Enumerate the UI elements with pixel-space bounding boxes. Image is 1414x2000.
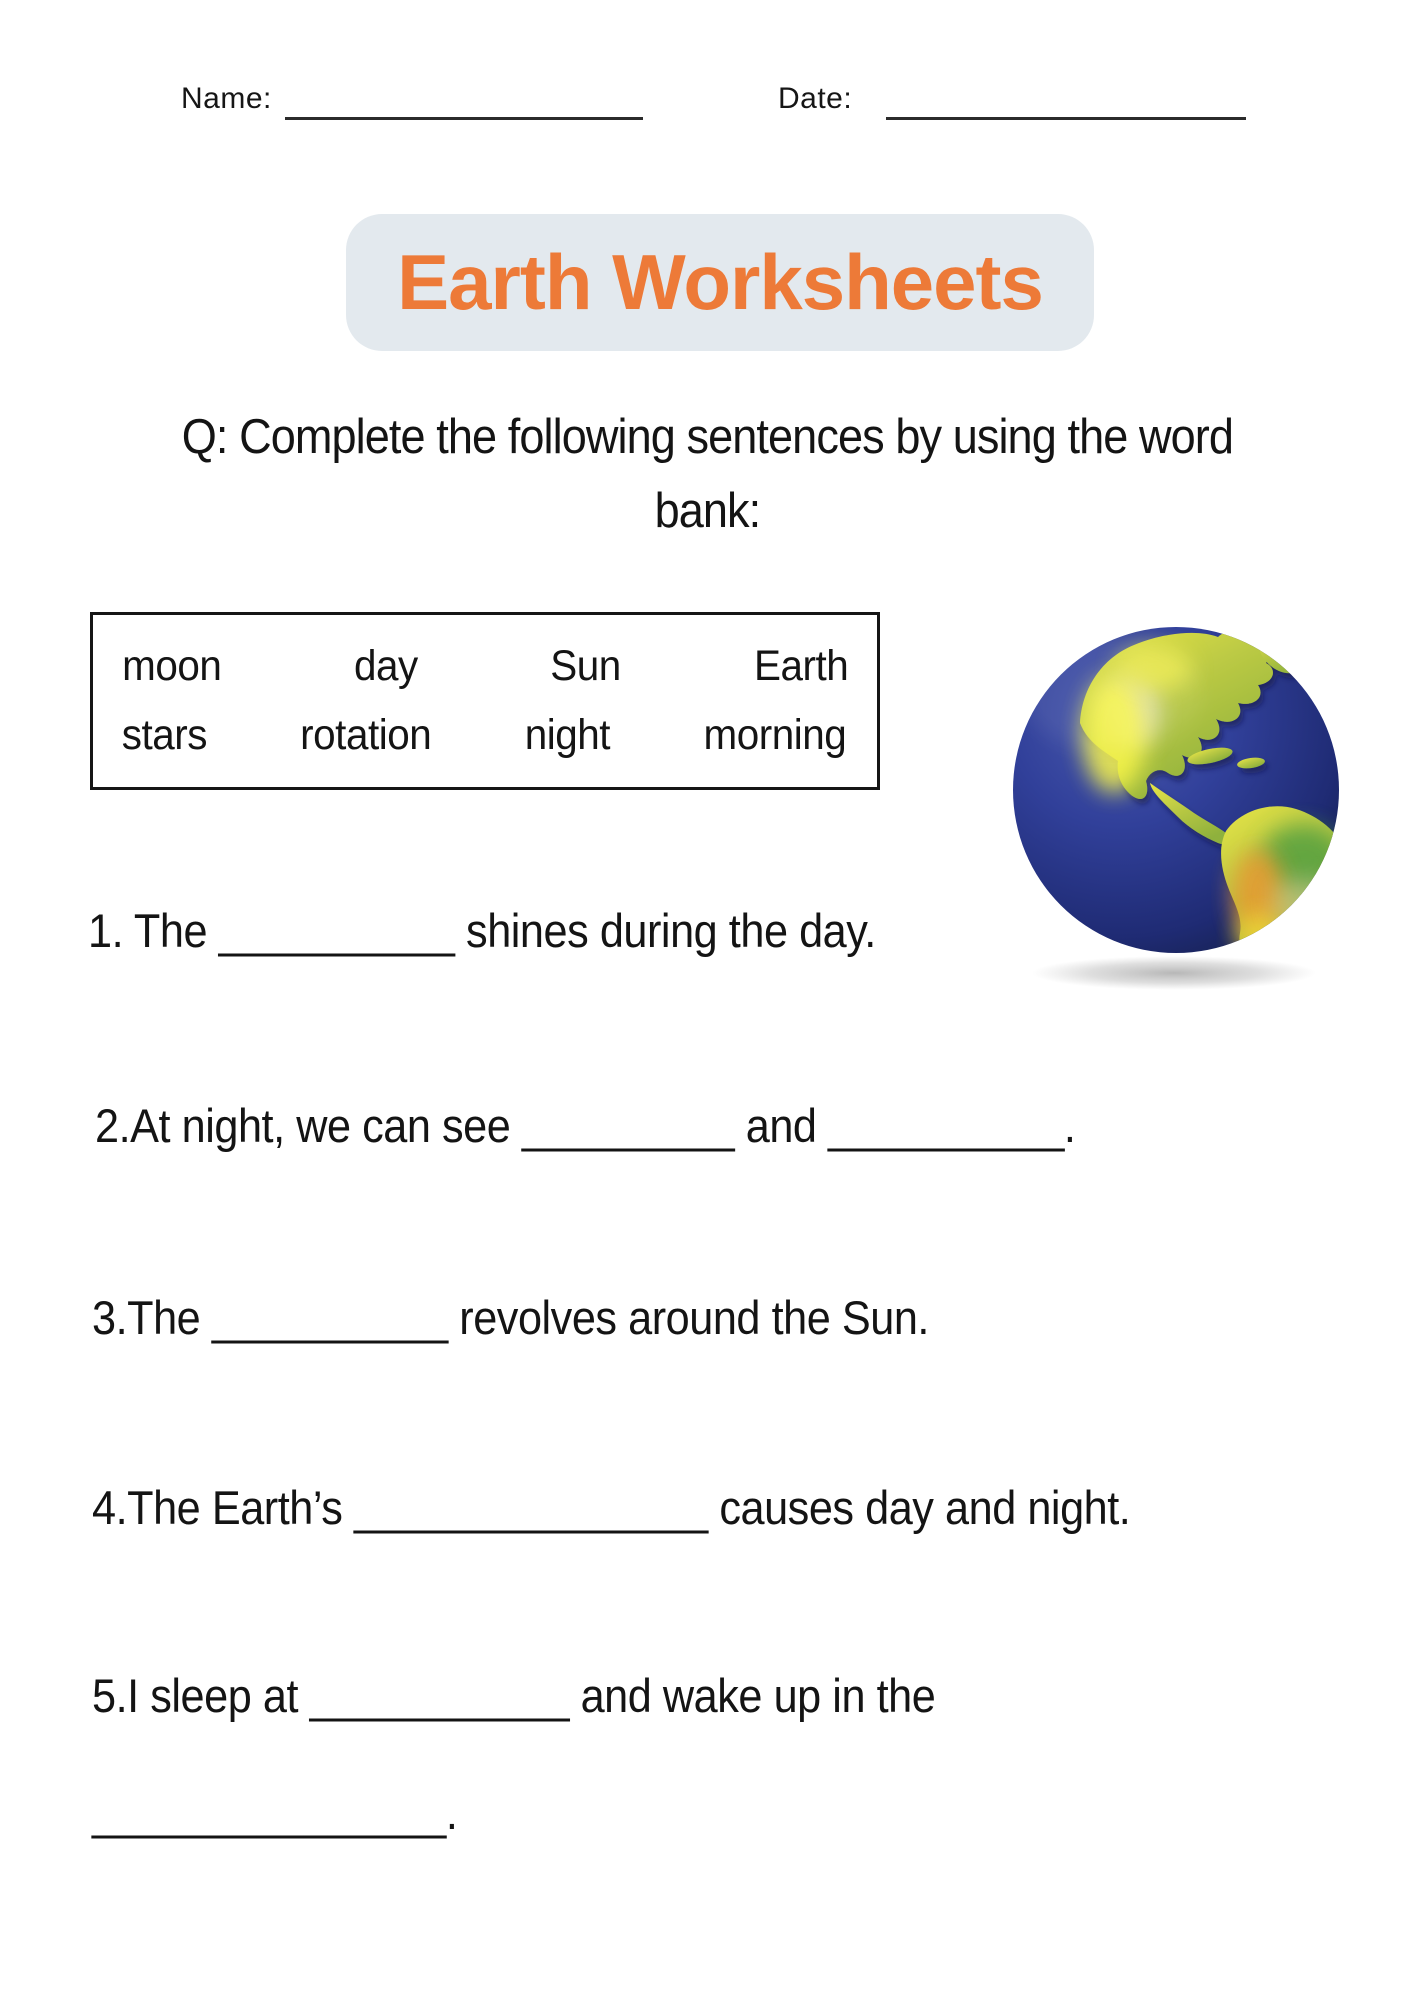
- word-bank-word: Sun: [550, 641, 621, 690]
- question-line-5-continued: _______________.: [92, 1786, 458, 1839]
- word-bank-word: night: [524, 711, 610, 760]
- word-bank-word: morning: [703, 711, 847, 760]
- date-label: Date:: [778, 82, 853, 115]
- prompt-line-2: bank:: [654, 484, 760, 538]
- question-prompt: [0, 400, 1414, 548]
- word-bank-row-2: [119, 711, 851, 760]
- title-banner: [346, 214, 1094, 351]
- earth-globe-image: [1002, 603, 1372, 1003]
- date-blank-line: [886, 117, 1246, 120]
- prompt-line-1: Q: Complete the following sentences by using the word: [181, 410, 1233, 464]
- question-line-5: 5.I sleep at ___________ and wake up in the: [92, 1669, 936, 1722]
- page-title: Earth Worksheets: [397, 238, 1043, 326]
- word-bank-row-1: [119, 642, 851, 691]
- name-label: Name:: [181, 82, 272, 115]
- name-blank-line: [285, 117, 643, 120]
- question-line-4: 4.The Earth’s _______________ causes day and night.: [92, 1481, 1131, 1534]
- word-bank-word: day: [354, 641, 419, 690]
- question-line-2: 2.At night, we can see _________ and __________.: [95, 1099, 1076, 1152]
- word-bank-word: rotation: [300, 711, 432, 760]
- word-bank-word: moon: [122, 641, 222, 690]
- word-bank-word: stars: [121, 711, 207, 760]
- question-line-3: 3.The __________ revolves around the Sun.: [92, 1291, 929, 1344]
- word-bank: [90, 612, 880, 790]
- question-line-1: 1. The __________ shines during the day.: [88, 904, 876, 957]
- word-bank-word: Earth: [753, 641, 848, 690]
